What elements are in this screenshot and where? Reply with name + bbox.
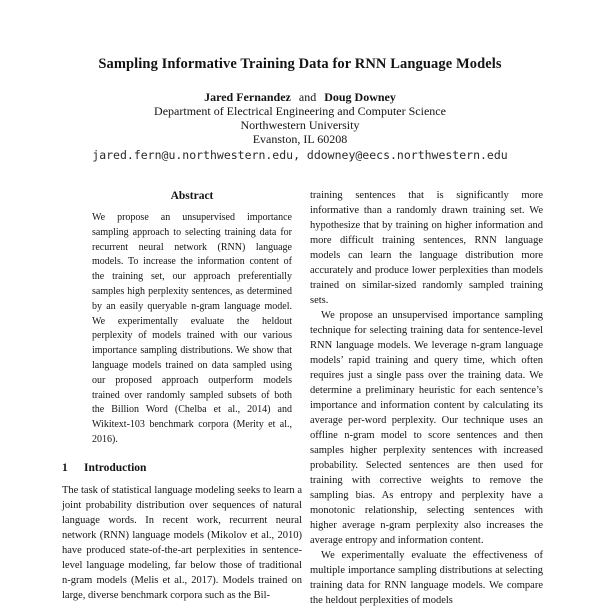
section-heading-introduction [62,462,302,474]
left-column [62,188,302,608]
body-paragraph: We experimentally evaluate the effectiveness of multiple importance sampling distributions at selecting training data for RNN language models. We compare the heldout perplexities of models [310,550,543,606]
abstract-body: We propose an unsupervised importance sampling approach to selecting training data for recurrent neural network (RNN) language models. To increase the information content of the training set, our approach preferentially samples high perplexity sentences, as determined by an easily queryable n-gram language model. We experimentally evaluate the heldout perplexity of models trained with our various importance sampling distributions. We show that language models trained on data sampled using our proposed approach outperform models trained over randomly sampled subsets of both the Billion Word (Chelba et al., 2014) and Wikitext-103 benchmark corpora (Merity et al., 2016). [92,212,292,445]
body-paragraph: We propose an unsupervised importance sampling technique for selecting training data for sentence-level RNN language models. We leverage n-gram language models’ rapid training and query time, which often requires just a single pass over the training data. We determine a preliminary heuristic for each sentence’s importance and information content by calculating its average per-word perplexity. Our technique uses an offline n-gram model to score sentences and then samples higher perplexity sentences with increased probability. Selected sentences are then used for training with corrective weights to remove the sampling bias. As entropy and perplexity have a monotonic relationship, selecting sentences with higher average n-gram perplexity also increases the average entropy and information content. [310,310,543,546]
author-emails: jared.fern@u.northwestern.edu, ddowney@eecs.northwestern.edu [92,148,508,162]
affiliation-department: Department of Electrical Engineering and Computer Science [154,104,446,118]
abstract-block [92,190,292,448]
paper-header [0,0,600,162]
affiliation-university: Northwestern University [240,118,360,132]
two-column-body [62,188,542,608]
abstract-heading: Abstract [170,190,214,202]
intro-paragraph: The task of statistical language modeling seeks to learn a joint probability distribution over sequences of natural language words. In recent work, recurrent neural network (RNN) language models (Mikolov et al., 2010) have produced state-of-the-art perplexities in sentence-level language modeling, far below those of traditional n-gram models (Melis et al., 2017). Models trained on large, diverse benchmark corpora such as the Bil- [62,484,302,601]
affiliation-city: Evanston, IL 60208 [252,132,348,146]
author-name-1: Jared Fernandez [204,90,291,104]
paper-title: Sampling Informative Training Data for RNN Language Models [98,56,502,72]
author-conjunction: and [298,90,317,104]
section-title: Introduction [84,461,147,474]
body-paragraph: training sentences that is significantly more informative than a randomly drawn training set. We hypothesize that by training on higher information and more difficult training sentences, RNN language models can learn the language distribution more accurately and produce lower perplexities than models trained on similar-sized randomly sampled training sets. [310,190,543,306]
authors-line [0,90,600,104]
author-name-2: Doug Downey [324,90,396,104]
right-column [310,188,543,608]
section-number: 1 [62,461,68,474]
